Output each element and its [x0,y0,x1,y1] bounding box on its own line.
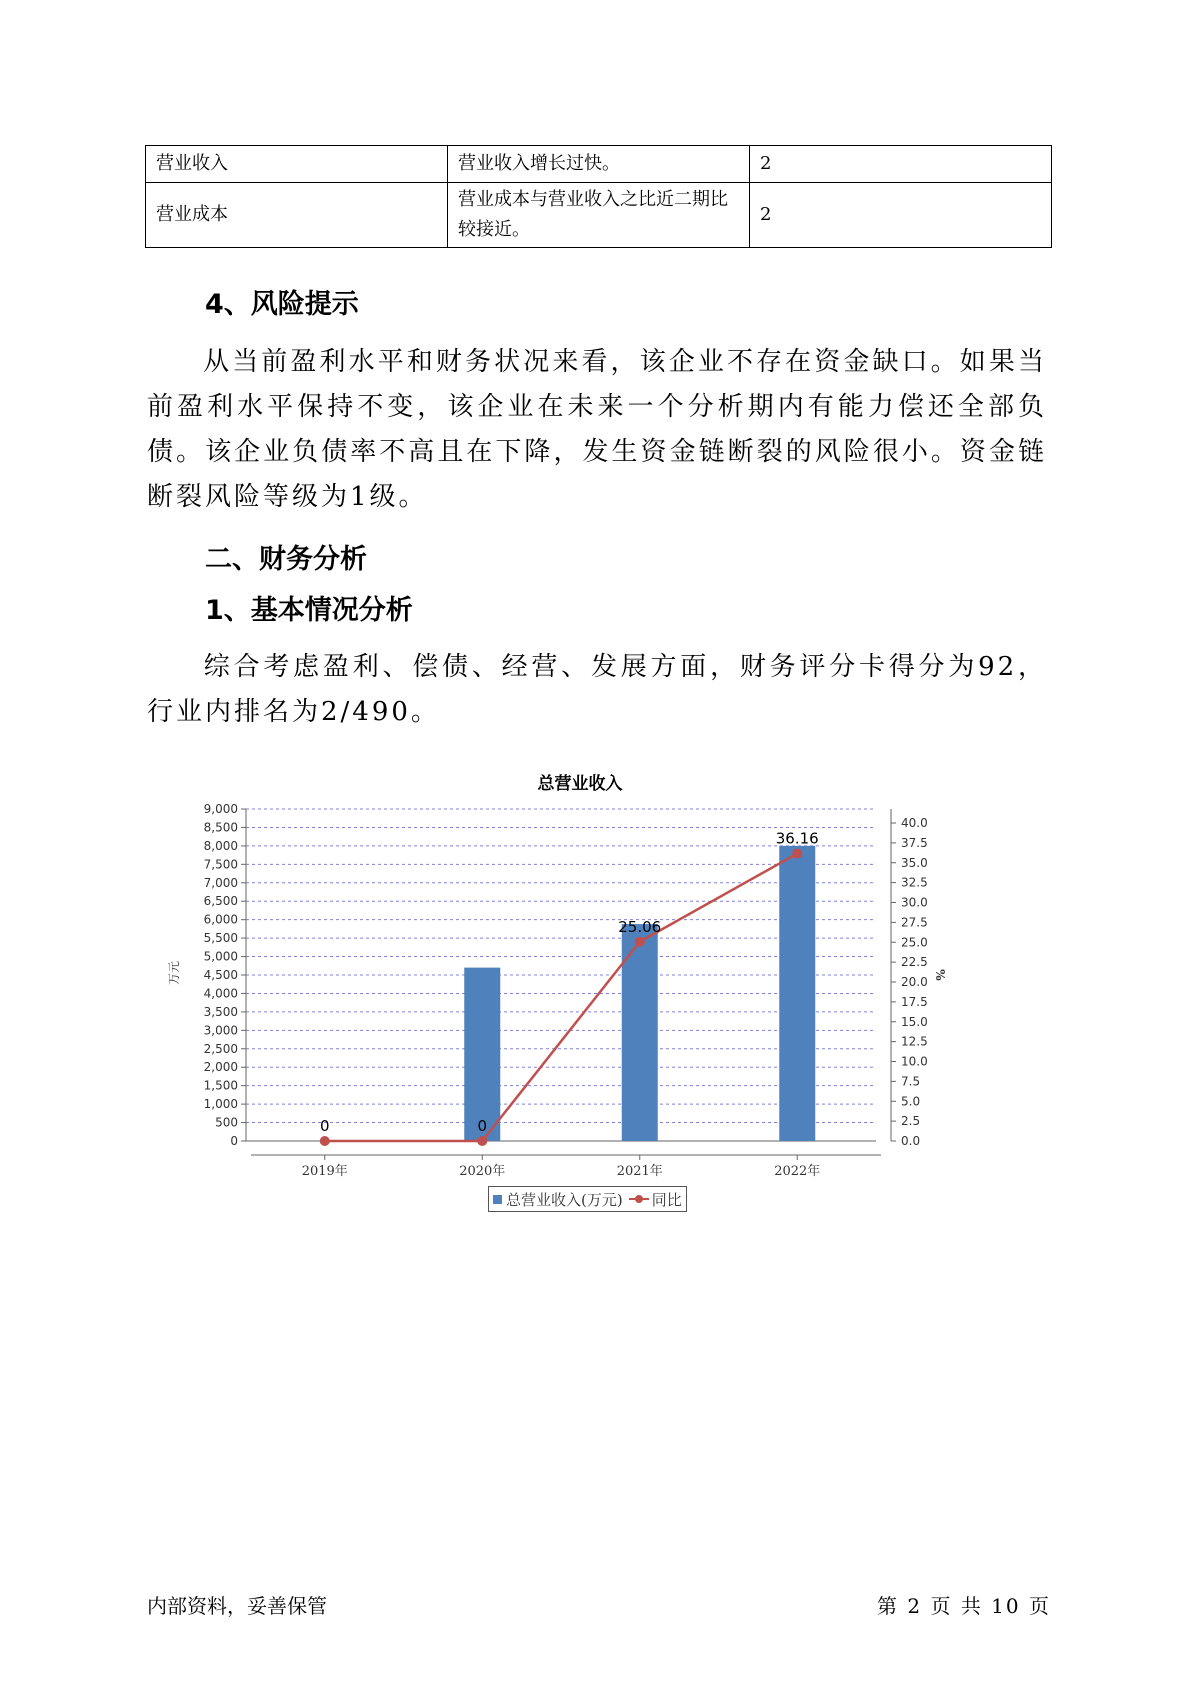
y2-tick-label: 37.5 [901,835,928,850]
risk-paragraph-text: 从当前盈利水平和财务状况来看，该企业不存在资金缺口。如果当前盈利水平保持不变，该企业在未来一个分析期内有能力偿还全部负债。该企业负债率不高且在下降，发生资金链断裂的风险很小。资金链断裂风险等级为1级。 [147,347,1047,512]
chart-svg [167,760,970,1190]
line-point [792,849,802,859]
table-cell-desc: 营业成本与营业收入之比近二期比较接近。 [448,183,750,248]
y-tick-label: 7,000 [203,875,238,890]
y2-tick-label: 17.5 [901,994,928,1009]
y2-tick-label: 5.0 [901,1094,921,1109]
y2-tick-label: 30.0 [901,895,928,910]
y-tick-label: 5,500 [203,931,238,946]
data-label: 36.16 [775,829,819,848]
legend-line-label: 同比 [651,1190,682,1209]
footer-confidential: 内部资料，妥善保管 [147,1594,327,1618]
y-tick-label: 1,500 [203,1078,238,1093]
y-tick-label: 8,000 [203,838,238,853]
y-tick-label: 7,500 [203,857,238,872]
y-axis-label: 万元 [167,960,181,986]
sub-heading-basic: 1、基本情况分析 [205,595,413,626]
x-tick-label: 2022年 [774,1164,821,1179]
y-tick-label: 5,000 [203,949,238,964]
y-tick-label: 3,000 [203,1023,238,1038]
y2-tick-label: 12.5 [901,1034,928,1049]
finance-paragraph-text: 综合考虑盈利、偿债、经营、发展方面，财务评分卡得分为92，行业内排名为2/490。 [147,652,1047,727]
table-cell-score: 2 [750,183,1052,248]
y2-tick-label: 35.0 [901,855,928,870]
y2-tick-label: 0.0 [901,1134,921,1148]
y2-tick-label: 22.5 [901,955,928,970]
y-tick-label: 3,500 [203,1004,238,1019]
y2-tick-label: 7.5 [901,1074,921,1089]
y-tick-label: 2,500 [203,1041,238,1056]
data-label: 0 [319,1117,330,1135]
x-tick-label: 2020年 [459,1164,506,1179]
table-cell-score: 2 [750,146,1052,183]
legend-bar-swatch [493,1195,502,1204]
y2-tick-label: 15.0 [901,1014,928,1029]
footer-page-number: 第 2 页 共 10 页 [877,1594,1051,1618]
y2-tick-label: 10.0 [901,1054,928,1069]
legend-bar-label: 总营业收入(万元) [506,1190,623,1209]
y2-tick-label: 27.5 [901,915,928,930]
y-tick-label: 0 [230,1134,238,1148]
line-point [635,937,645,947]
score-table [145,145,1052,248]
chart-title: 总营业收入 [537,774,623,794]
table-cell-item: 营业收入 [146,146,448,183]
y2-tick-label: 2.5 [901,1114,921,1129]
line-series [325,854,798,1141]
revenue-chart [167,760,970,1220]
table-cell-item: 营业成本 [146,183,448,248]
y2-axis-label: % [933,969,947,981]
table-row [146,183,1052,248]
y-tick-label: 8,500 [203,820,238,835]
y2-tick-label: 20.0 [901,975,928,989]
y-tick-label: 4,000 [203,986,238,1001]
line-point [320,1136,330,1146]
y-tick-label: 2,000 [203,1060,238,1075]
finance-paragraph [147,645,1047,735]
y-tick-label: 6,000 [203,912,238,927]
risk-paragraph [147,340,1047,520]
y2-tick-label: 32.5 [901,875,928,890]
chart-legend [488,1186,687,1212]
line-point [477,1136,487,1146]
data-label: 0 [477,1117,488,1135]
section-heading-finance: 二、财务分析 [205,544,367,575]
y2-tick-label: 25.0 [901,935,928,950]
data-label: 25.06 [618,917,662,936]
table-cell-desc: 营业收入增长过快。 [448,146,750,183]
y-tick-label: 1,000 [203,1097,238,1112]
y-tick-label: 4,500 [203,968,238,982]
y-tick-label: 9,000 [203,802,238,816]
x-tick-label: 2019年 [301,1164,348,1179]
y-tick-label: 500 [215,1115,238,1130]
table-row [146,146,1052,183]
bar [464,968,500,1141]
y2-tick-label: 40.0 [901,816,928,830]
y-tick-label: 6,500 [203,894,238,909]
legend-line-swatch [629,1194,649,1204]
bar [779,846,815,1141]
section-heading-risk: 4、风险提示 [205,289,359,320]
x-tick-label: 2021年 [616,1164,663,1179]
